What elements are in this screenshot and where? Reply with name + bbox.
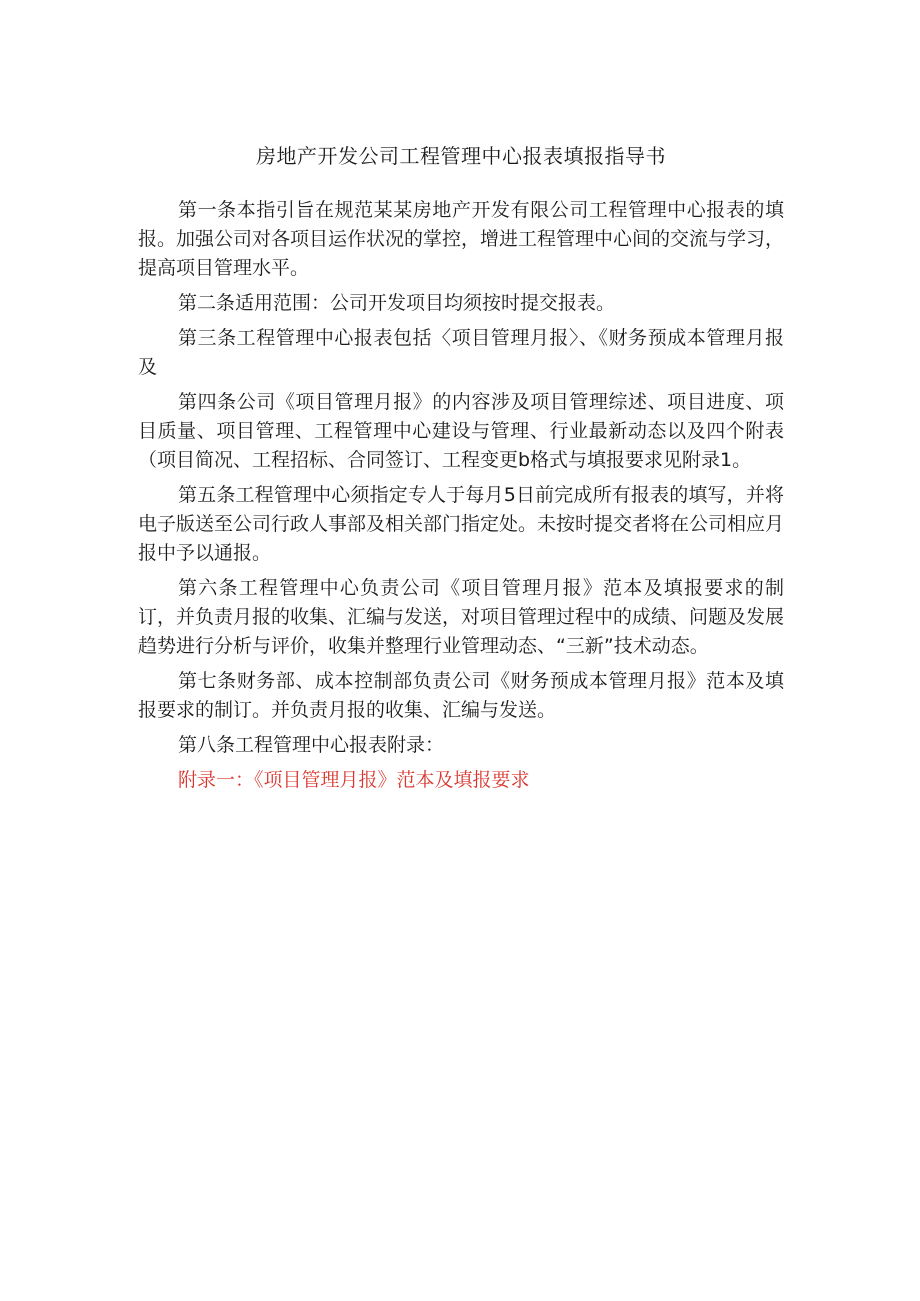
article-7: 第七条财务部、成本控制部负责公司《财务预成本管理月报》范本及填报要求的制订。并负责月报的收集、汇编与发送。: [138, 670, 784, 721]
article-4: 第四条公司《项目管理月报》的内容涉及项目管理综述、项目进度、项目质量、项目管理、工程管理中心建设与管理、行业最新动态以及四个附表（项目简况、工程招标、合同签订、工程变更b格式与填报要求见附录1。: [138, 391, 784, 471]
article-6: 第六条工程管理中心负责公司《项目管理月报》范本及填报要求的制订，并负责月报的收集、汇编与发送，对项目管理过程中的成绩、问题及发展趋势进行分析与评价，收集并整理行业管理动态、“三新”技术动态。: [138, 577, 785, 657]
document-page: [138, 140, 784, 795]
document-title: 房地产开发公司工程管理中心报表填报指导书: [256, 144, 666, 168]
article-5: 第五条工程管理中心须指定专人于每月5日前完成所有报表的填写，并将电子版送至公司行政人事部及相关部门指定处。未按时提交者将在公司相应月报中予以通报。: [138, 484, 785, 564]
article-1: 第一条本指引旨在规范某某房地产开发有限公司工程管理中心报表的填报。加强公司对各项目运作状况的掌控，增进工程管理中心间的交流与学习，提高项目管理水平。: [138, 199, 785, 279]
article-8: 第八条工程管理中心报表附录：: [178, 734, 445, 756]
article-3: 第三条工程管理中心报表包括〈项目管理月报〉、《财务预成本管理月报及: [138, 327, 784, 378]
appendix-one-link[interactable]: 附录一：《项目管理月报》范本及填报要求: [178, 769, 530, 791]
article-2: 第二条适用范围：公司开发项目均须按时提交报表。: [178, 292, 616, 314]
